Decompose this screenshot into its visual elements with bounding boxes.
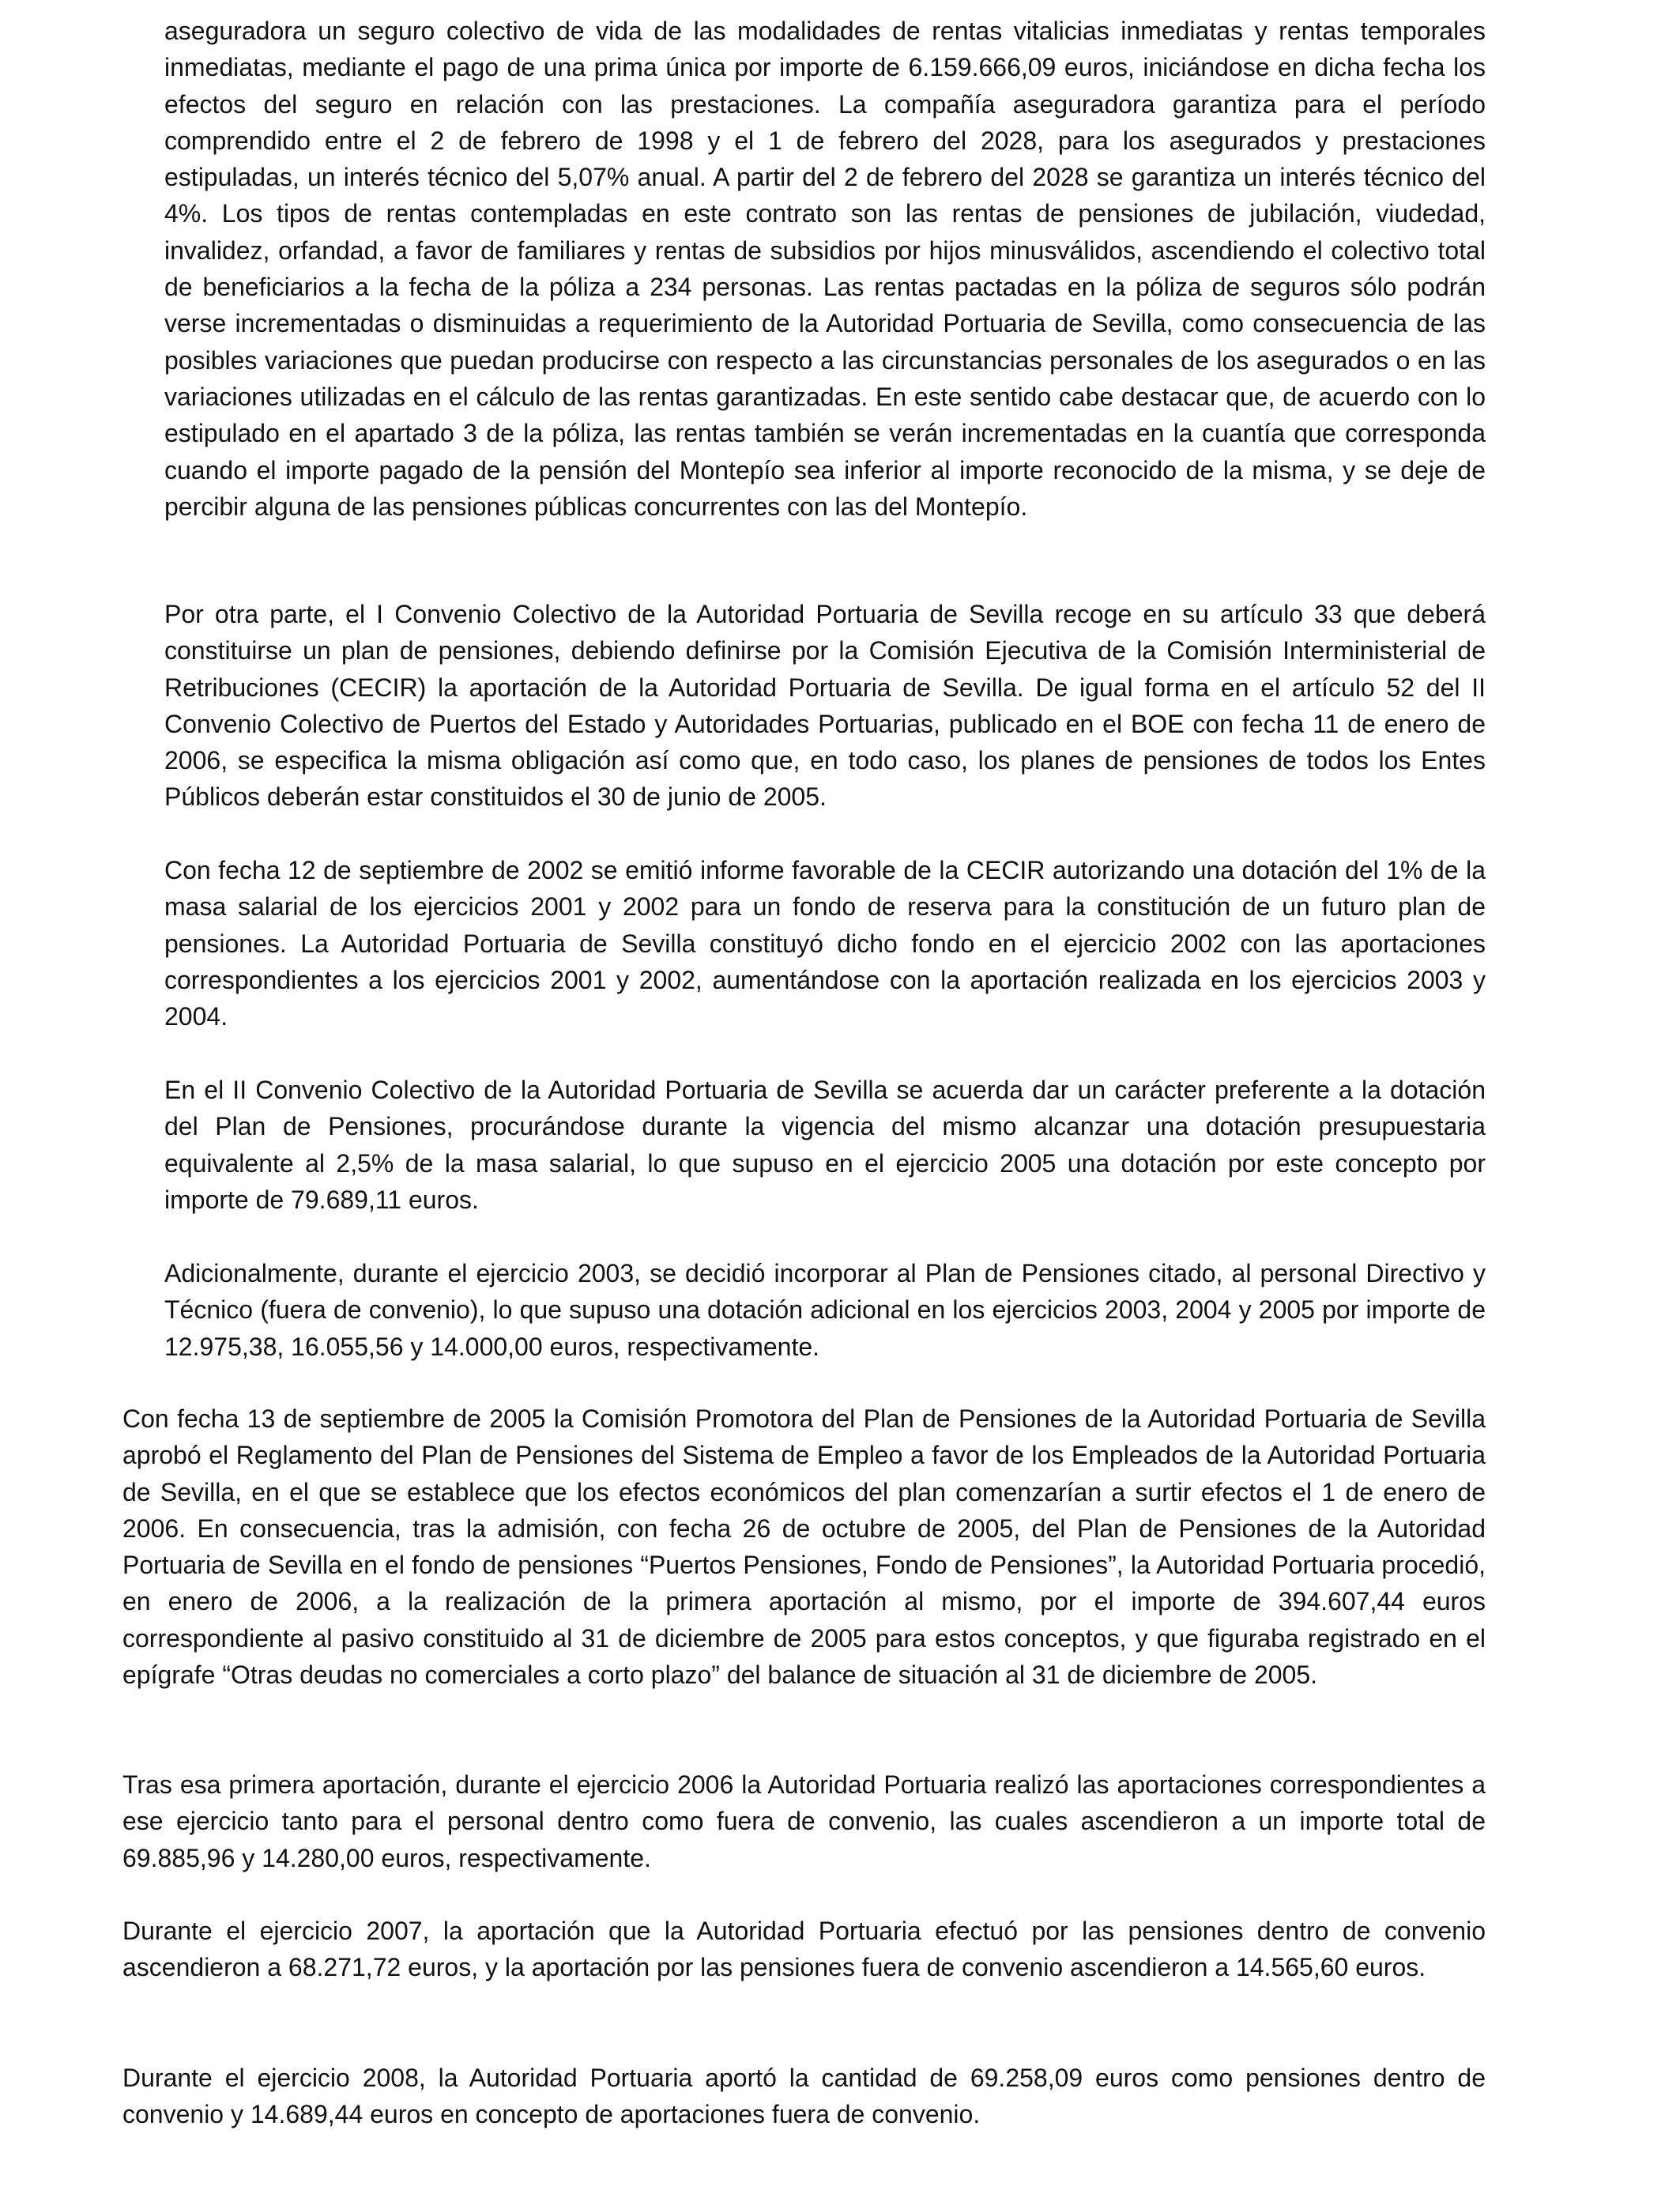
paragraph-plan-regulation: Con fecha 13 de septiembre de 2005 la Comisión Promotora del Plan de Pensiones de la Autoridad Portuaria de Sevilla aprobó el Reglamento del Plan de Pensiones del Sistema de Empleo a favor de los Empleados de la Autoridad Portuaria de Sevilla, en el que se establece que los efectos económicos del plan comenzarían a surtir efectos el 1 de enero de 2006. En consecuencia, tras la admisión, con fecha 26 de octubre de 2005, del Plan de Pensiones de la Autoridad Portuaria de Sevilla en el fondo de pensiones “Puertos Pensiones, Fondo de Pensiones”, la Autoridad Portuaria procedió, en enero de 2006, a la realización de la primera aportación al mismo, por el importe de 394.607,44 euros correspondiente al pasivo constituido al 31 de diciembre de 2005 para estos conceptos, y que figuraba registrado en el epígrafe “Otras deudas no comerciales a corto plazo” del balance de situación al 31 de diciembre de 2005. [122, 1404, 1486, 1690]
paragraph-collective-agreement: Por otra parte, el I Convenio Colectivo de la Autoridad Portuaria de Sevilla recoge en su artículo 33 que deberá constituirse un plan de pensiones, debiendo definirse por la Comisión Ejecutiva de la Comisión Interministerial de Retribuciones (CECIR) la aportación de la Autoridad Portuaria de Sevilla. De igual forma en el artículo 52 del II Convenio Colectivo de Puertos del Estado y Autoridades Portuarias, publicado en el BOE con fecha 11 de enero de 2006, se especifica la misma obligación así como que, en todo caso, los planes de pensiones de todos los Entes Públicos deberán estar constituidos el 30 de junio de 2005. [164, 600, 1486, 812]
paragraph-cecir-report: Con fecha 12 de septiembre de 2002 se emitió informe favorable de la CECIR autorizando una dotación del 1% de la masa salarial de los ejercicios 2001 y 2002 para un fondo de reserva para la constitución de un futuro plan de pensiones. La Autoridad Portuaria de Sevilla constituyó dicho fondo en el ejercicio 2002 con las aportaciones correspondientes a los ejercicios 2001 y 2002, aumentándose con la aportación realizada en los ejercicios 2003 y 2004. [164, 856, 1486, 1031]
paragraph-contributions-2008: Durante el ejercicio 2008, la Autoridad Portuaria aportó la cantidad de 69.258,09 euros como pensiones dentro de convenio y 14.689,44 euros en concepto de aportaciones fuera de convenio. [122, 2064, 1486, 2129]
paragraph-insurance-policy: aseguradora un seguro colectivo de vida de las modalidades de rentas vitalicias inmediatas y rentas temporales inmediatas, mediante el pago de una prima única por importe de 6.159.666,09 euros, iniciándose en dicha fecha los efectos del seguro en relación con las prestaciones. La compañía aseguradora garantiza para el período comprendido entre el 2 de febrero de 1998 y el 1 de febrero del 2028, para los asegurados y prestaciones estipuladas, un interés técnico del 5,07% anual. A partir del 2 de febrero del 2028 se garantiza un interés técnico del 4%. Los tipos de rentas contempladas en este contrato son las rentas de pensiones de jubilación, viudedad, invalidez, orfandad, a favor de familiares y rentas de subsidios por hijos minusválidos, ascendiendo el colectivo total de beneficiarios a la fecha de la póliza a 234 personas. Las rentas pactadas en la póliza de seguros sólo podrán verse incrementadas o disminuidas a requerimiento de la Autoridad Portuaria de Sevilla, como consecuencia de las posibles variaciones que puedan producirse con respecto a las circunstancias personales de los asegurados o en las variaciones utilizadas en el cálculo de las rentas garantizadas. En este sentido cabe destacar que, de acuerdo con lo estipulado en el apartado 3 de la póliza, las rentas también se verán incrementadas en la cuantía que corresponda cuando el importe pagado de la pensión del Montepío sea inferior al importe reconocido de la misma, y se deje de percibir alguna de las pensiones públicas concurrentes con las del Montepío. [164, 17, 1486, 521]
paragraph-contributions-2007: Durante el ejercicio 2007, la aportación que la Autoridad Portuaria efectuó por las pensiones dentro de convenio ascendieron a 68.271,72 euros, y la aportación por las pensiones fuera de convenio ascendieron a 14.565,60 euros. [122, 1917, 1486, 1982]
paragraph-additional-staff: Adicionalmente, durante el ejercicio 2003, se decidió incorporar al Plan de Pensiones citado, al personal Directivo y Técnico (fuera de convenio), lo que supuso una dotación adicional en los ejercicios 2003, 2004 y 2005 por importe de 12.975,38, 16.055,56 y 14.000,00 euros, respectivamente. [164, 1259, 1486, 1361]
paragraph-second-agreement: En el II Convenio Colectivo de la Autoridad Portuaria de Sevilla se acuerda dar un carácter preferente a la dotación del Plan de Pensiones, procurándose durante la vigencia del mismo alcanzar una dotación presupuestaria equivalente al 2,5% de la masa salarial, lo que supuso en el ejercicio 2005 una dotación por este concepto por importe de 79.689,11 euros. [164, 1076, 1486, 1214]
paragraph-contributions-2006: Tras esa primera aportación, durante el ejercicio 2006 la Autoridad Portuaria realizó las aportaciones correspondientes a ese ejercicio tanto para el personal dentro como fuera de convenio, las cuales ascendieron a un importe total de 69.885,96 y 14.280,00 euros, respectivamente. [122, 1770, 1486, 1872]
